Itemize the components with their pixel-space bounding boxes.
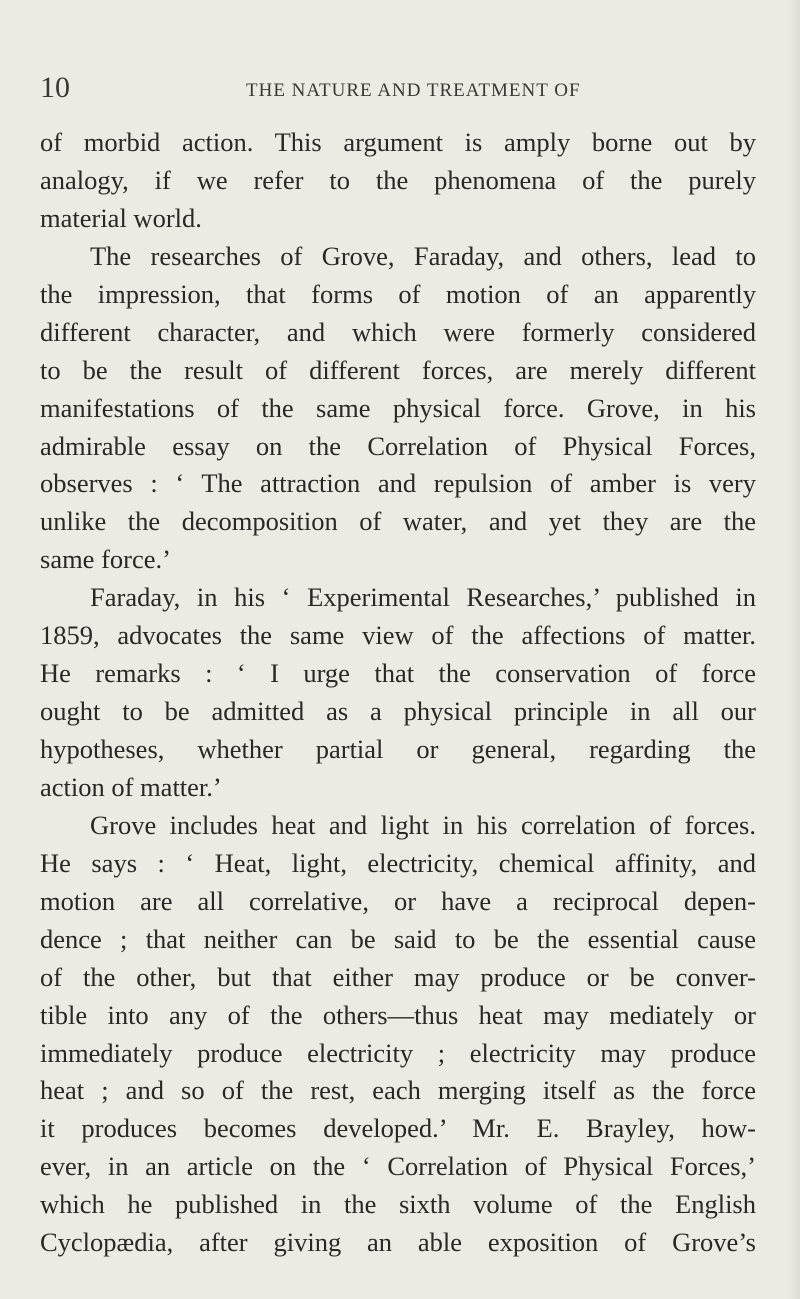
text-line: hypotheses, whether partial or general, regarding the	[40, 734, 756, 764]
text-line: which he published in the sixth volume of the English	[40, 1189, 756, 1220]
page-edge-shadow	[786, 0, 800, 1299]
text-line: He remarks : ‘ I urge that the conservation of force	[40, 658, 756, 689]
text-line: Cyclopædia, after giving an able exposition of Grove’s	[40, 1227, 756, 1258]
text-line: ever, in an article on the ‘ Correlation of Physical Forces,’	[40, 1151, 756, 1182]
text-line: Grove includes heat and light in his correlation of forces.	[90, 809, 756, 840]
text-line: The researches of Grove, Faraday, and others, lead to	[90, 240, 756, 271]
text-line: action of matter.’	[40, 771, 222, 802]
text-line: heat ; and so of the rest, each merging itself as the force	[40, 1075, 756, 1106]
text-line: of morbid action. This argument is amply borne out by	[40, 127, 756, 157]
text-line: same force.’	[40, 544, 171, 575]
text-line: Faraday, in his ‘ Experimental Researches,’ published in	[90, 582, 756, 613]
text-line: unlike the decomposition of water, and yet they are the	[40, 506, 756, 537]
text-line: the impression, that forms of motion of an apparently	[40, 278, 756, 309]
text-line: He says : ‘ Heat, light, electricity, chemical affinity, and	[40, 847, 756, 878]
text-line: ought to be admitted as a physical principle in all our	[40, 696, 756, 727]
text-line: dence ; that neither can be said to be the essential cause	[40, 923, 756, 954]
text-line: of the other, but that either may produce or be conver-	[40, 961, 756, 992]
text-line: it produces becomes developed.’ Mr. E. Brayley, how-	[40, 1113, 756, 1144]
text-line: observes : ‘ The attraction and repulsion of amber is very	[40, 468, 756, 499]
text-line: manifestations of the same physical force. Grove, in his	[40, 392, 756, 423]
page-number: 10	[40, 71, 70, 104]
text-line: motion are all correlative, or have a reciprocal depen-	[40, 885, 756, 916]
text-line: immediately produce electricity ; electricity may produce	[40, 1037, 756, 1068]
text-line: to be the result of different forces, are merely different	[40, 354, 756, 385]
text-line: admirable essay on the Correlation of Physical Forces,	[40, 430, 756, 461]
text-line: material world.	[40, 202, 202, 233]
running-head: THE NATURE AND TREATMENT OF	[246, 80, 581, 101]
text-line: different character, and which were formerly considered	[40, 316, 756, 347]
text-line: tible into any of the others—thus heat may mediately or	[40, 999, 756, 1030]
body-text	[40, 124, 756, 1262]
page-header	[40, 72, 756, 112]
text-line: 1859, advocates the same view of the affections of matter.	[40, 620, 756, 651]
text-line: analogy, if we refer to the phenomena of the purely	[40, 164, 756, 195]
